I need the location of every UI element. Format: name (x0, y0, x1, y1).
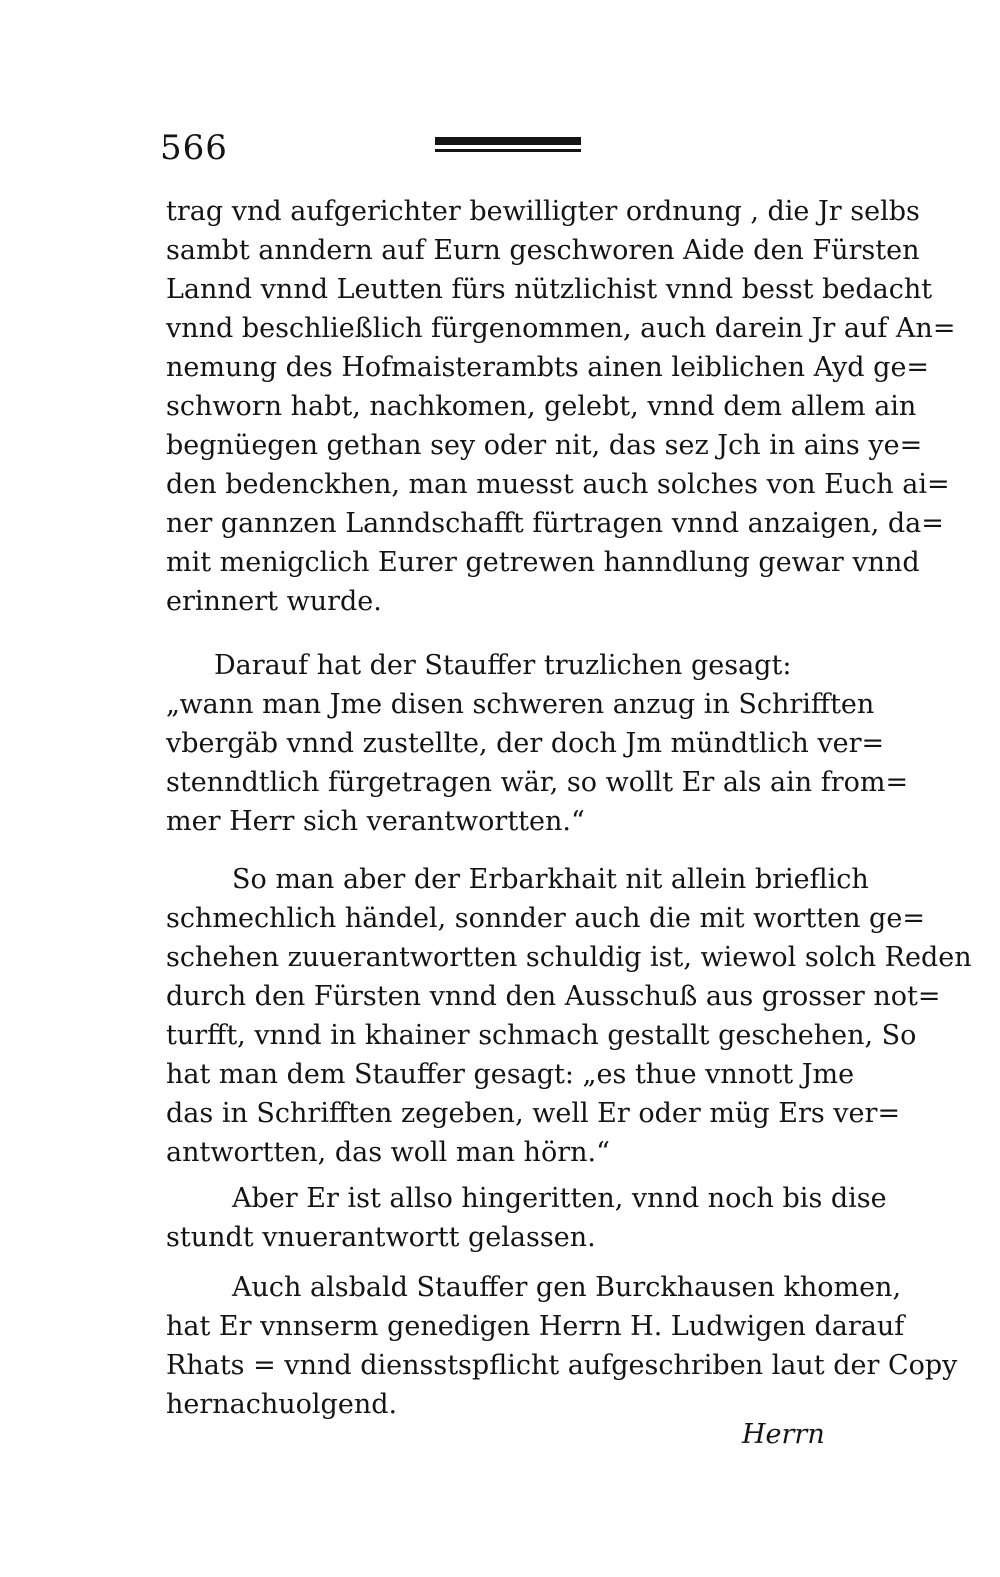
text-line: hat Er vnnserm genedigen Herrn H. Ludwigen darauf (166, 1311, 905, 1342)
text-line: vnnd beschließlich fürgenommen, auch darein Jr auf An= (166, 313, 956, 344)
text-line: So man aber der Erbarkhait nit allein brieflich (232, 864, 869, 895)
text-line: begnüegen gethan sey oder nit, das sez Jch in ains ye= (166, 430, 923, 461)
page-number: 566 (160, 128, 228, 168)
text-line: den bedenckhen, man muesst auch solches von Euch ai= (166, 469, 950, 500)
text-line: stenndtlich fürgetragen wär, so wollt Er als ain from= (166, 767, 909, 798)
text-line: schworn habt, nachkomen, gelebt, vnnd dem allem ain (166, 391, 917, 422)
text-line: turfft, vnnd in khainer schmach gestallt geschehen, So (166, 1020, 917, 1051)
text-line: „wann man Jme disen schweren anzug in Schrifften (166, 689, 875, 720)
paragraph-5 (166, 1268, 958, 1424)
text-line: mer Herr sich verantwortten.“ (166, 806, 585, 837)
header-rule (435, 137, 581, 155)
text-line: hat man dem Stauffer gesagt: „es thue vnnott Jme (166, 1059, 855, 1090)
text-line: erinnert wurde. (166, 586, 382, 617)
header-rule-thin (435, 149, 581, 152)
paragraph-3 (166, 860, 972, 1172)
text-line: durch den Fürsten vnnd den Ausschuß aus grosser not= (166, 981, 941, 1012)
paragraph-1 (166, 192, 956, 621)
text-line: schmechlich händel, sonnder auch die mit wortten ge= (166, 903, 925, 934)
text-line: schehen zuuerantwortten schuldig ist, wiewol solch Reden (166, 942, 972, 973)
text-line: nemung des Hofmaisterambts ainen leiblichen Ayd ge= (166, 352, 930, 383)
text-line: trag vnd aufgerichter bewilligter ordnung , die Jr selbs (166, 196, 920, 227)
paragraph-2 (166, 646, 909, 841)
text-line: Auch alsbald Stauffer gen Burckhausen khomen, (232, 1272, 902, 1303)
paragraph-4 (166, 1179, 887, 1257)
text-line: sambt anndern auf Eurn geschworen Aide den Fürsten (166, 235, 920, 266)
catchword: Herrn (742, 1419, 825, 1450)
text-line: hernachuolgend. (166, 1389, 398, 1420)
text-line: Aber Er ist allso hingeritten, vnnd noch bis dise (232, 1183, 887, 1214)
text-line: vbergäb vnnd zustellte, der doch Jm mündtlich ver= (166, 728, 885, 759)
text-line: mit menigclich Eurer getrewen hanndlung gewar vnnd (166, 547, 920, 578)
text-line: Lannd vnnd Leutten fürs nützlichist vnnd besst bedacht (166, 274, 933, 305)
text-line: Darauf hat der Stauffer truzlichen gesagt: (214, 650, 792, 681)
text-line: das in Schrifften zegeben, well Er oder müg Ers ver= (166, 1098, 901, 1129)
header-rule-thick (435, 137, 581, 145)
text-line: Rhats = vnnd diensstspflicht aufgeschriben laut der Copy (166, 1350, 958, 1381)
text-line: ner gannzen Lanndschafft fürtragen vnnd anzaigen, da= (166, 508, 944, 539)
text-line: stundt vnuerantwortt gelassen. (166, 1222, 596, 1253)
text-line: antwortten, das woll man hörn.“ (166, 1137, 610, 1168)
